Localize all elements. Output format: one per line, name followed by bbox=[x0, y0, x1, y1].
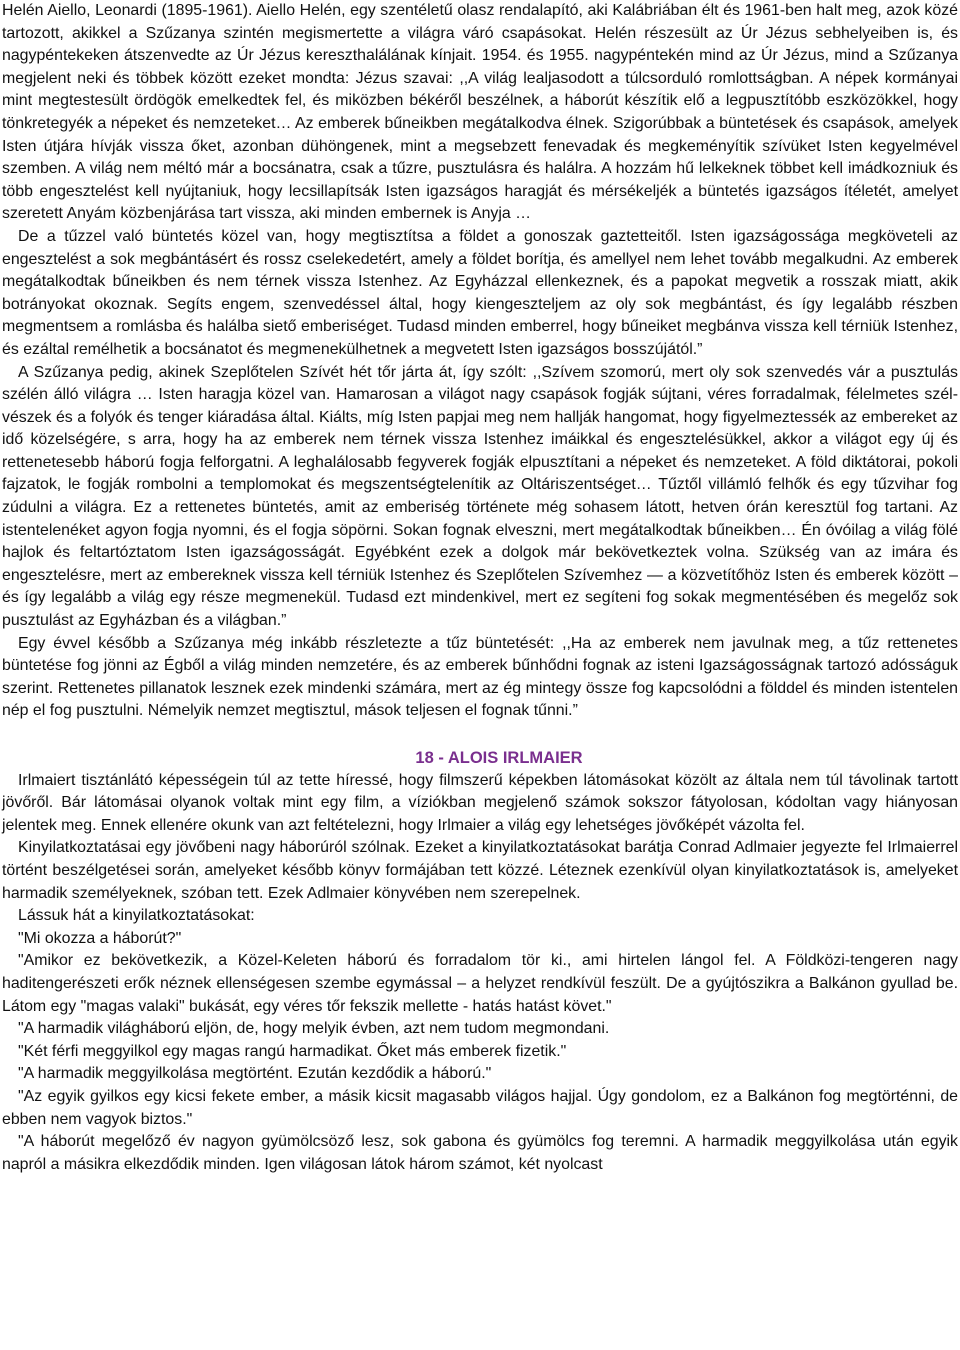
paragraph: "Két férfi meggyilkol egy magas rangú harmadikat. Őket más emberek fizetik." bbox=[18, 1042, 567, 1060]
paragraph: Helén Aiello, Leonardi (1895-1961). Aiello Helén, egy szentéletű olasz rendalapító, aki Kalábriában élt és 1961-ben halt meg, azok közé tartozott, akikkel a Szűzanya szintén megismertette a világra váró csapásokat. Helén részesült az Úr Jézus sebhelyeiben is, és nagypéntekeken átszenvedte az Úr Jézus kereszthalálának kínjait. 1954. és 1955. nagypéntekén mind az Úr Jézus, mind a Szűzanya megjelent neki és többek között ezeket mondta: Jézus szavai: ,,A világ lealjasodott a túlcsorduló romlottságban. A népek kormányai mint megtestesült ördögök emelkedtek fel, és miközben békéről beszélnek, a háborút készítik elő a legpusztítóbb eszközökkel, hogy tönkretegyék a népeket és nemzeteket… Az emberek bűneikben megátalkodva élnek. Szigorúbbak a büntetések és csapások, amelyek Isten útjára hívják vissza őket, azonban dühöngenek, mint a megsebzett fenevadak és megkeményítik szívüket Isten kegyelmével szemben. A világ nem méltó már a bocsánatra, csak a tűzre, pusztulásra és halálra. A hozzám hű lelkeknek többet kell imádkozniuk és több engesztelést kell nyújtaniuk, hogy lecsillapítsák Isten igazságos haragját és mérsékeljék a büntetés igazságos ítéletét, amelyet szeretett Anyám közbenjárása tart vissza, aki minden embernek is Anyja … bbox=[2, 2, 958, 223]
paragraph: "A harmadik világháború eljön, de, hogy melyik évben, azt nem tudom megmondani. bbox=[18, 1020, 610, 1038]
paragraph: De a tűzzel való büntetés közel van, hogy megtisztítsa a földet a gonoszak gaztetteitől. Isten igazságossága megköveteli az engesztelést a sok megbántásért és rossz cselekedetért, amely a földet borítja, és amellyel nem lehet tovább megalkudni. Az emberek megátalkodtak bűneikben és nem térnek vissza Istenhez. Az Egyházzal ellenkeznek, és a papokat megvetik a rosszak miatt, akik botrányokat okoznak. Segíts engem, szenvedéssel által, hogy kiengeszteljem az oly sok megbántást, és így legalább részben megmentsem a romlásba és halálba siető emberiséget. Tudasd minden emberrel, hogy bűneiket megbánva vissza kell térniük Istenhez, és ezáltal remélhetik a bocsánatot és megmenekülhetnek a megvetett Isten igazságos bosszújától.” bbox=[2, 227, 958, 358]
paragraph: "A harmadik meggyilkolása megtörtént. Ezután kezdődik a háború." bbox=[18, 1065, 492, 1083]
paragraph: "Az egyik gyilkos egy kicsi fekete ember, a másik kicsit magasabb világos hajjal. Úgy gondolom, ez a Balkánon fog megtörténni, de ebben nem vagyok biztos." bbox=[2, 1087, 958, 1128]
section-alois-irlmaier bbox=[2, 770, 958, 1177]
paragraph: Kinyilatkoztatásai egy jövőbeni nagy háborúról szólnak. Ezeket a kinyilatkoztatásokat barátja Conrad Adlmaier jegyezte fel Irlmaierrel történt beszélgetései során, amelyeket később könyv formájában tett közzé. Léteznek ezenkívül olyan kinyilatkoztatások is, amelyeket harmadik személyeknek, szóban tett. Ezek Adlmaier könyvében nem szerepelnek. bbox=[2, 839, 958, 902]
section-title: 18 - ALOIS IRLMAIER bbox=[415, 749, 583, 767]
paragraph: "A háborút megelőző év nagyon gyümölcsöző lesz, sok gabona és gyümölcs fog teremni. A harmadik meggyilkolása után egyik napról a másikra elkezdődik minden. Igen világosan látok három számot, két nyolcast bbox=[2, 1133, 958, 1173]
section-helen-aiello bbox=[2, 0, 958, 723]
paragraph: Irlmaiert tisztánlátó képességein túl az tette híressé, hogy filmszerű képekben látomásokat közölt az általa nem túl távolinak tartott jövőről. Bár látomásai olyanok voltak mint egy film, a víziókban megjelenő számok sokszor fátyolosan, kódoltan vagy hiányosan jelentek meg. Ennek ellenére okunk van azt feltételezni, hogy Irlmaier a világ egy lehetséges jövőképét vázolta fel. bbox=[2, 771, 958, 834]
paragraph: Egy évvel később a Szűzanya még inkább részletezte a tűz büntetését: ,,Ha az emberek nem javulnak meg, a tűz rettenetes büntetése fog jönni az Égből a világ minden nemzetére, és az emberek bűnhődni fognak az isteni Igazságosságnak tartozó adósságuk szerint. Rettenetes pillanatok lesznek ezek mindenki számára, mert az ég mintegy össze fog kapcsolódni a földdel és minden istentelen nép el fog pusztulni. Némelyik nemzet megtisztul, mások teljesen el fognak tűnni.” bbox=[2, 634, 958, 720]
paragraph: "Amikor ez bekövetkezik, a Közel-Keleten háború és forradalom tör ki., ami hirtelen lángol fel. A Földközi-tengeren nagy haditengerészeti erők néznek ellenségesen szembe egymással – a helyzet rendkívül feszült. De a gyújtószikra a Balkánon gyullad be. Látom egy "magas valaki" bukását, egy véres tőr fekszik mellette - hatás hatást követ." bbox=[2, 952, 958, 1015]
paragraph: A Szűzanya pedig, akinek Szeplőtelen Szívét hét tőr járta át, így szólt: ,,Szívem szomorú, mert oly sok szenvedés vár a pusztulás szélén álló világra … Isten haragja közel van. Hamarosan a világot nagy csapások fogják sújtani, véres forradalmak, félelmetes szél-vészek és a folyók és tenger kiáradása által. Kiálts, míg Isten papjai meg nem hallják hangomat, hogy figyelmeztessék az embereket az idő közelségére, s arra, hogy ha az emberek nem térnek vissza Istenhez imáikkal és engesztelésükkel, akkor a világot egy új és rettenetesebb háború fogja felforgatni. A leghalálosabb fegyverek fogják elpusztítani a népeket és nemzeteket. A föld diktátorai, pokoli fajzatok, le fogják rombolni a templomokat és megszentségtelenítik az Oltáriszentséget… Tűztől villámló felhők és egy tűzvihar fog zúdulni a világra. Ez a rettenetes büntetés, amit az emberiség története még sohasem látott, hetven órán keresztül fog tartani. Az istentelenéket agyon fogja nyomni, és el fogja söpörni. Sokan fognak elveszni, mert megátalkodtak bűneikben… Én óvóilag a világ fölé hajlok és feltartóztatom Isten igazságosságát. Egyébként ezek a dolgok már bekövetkeztek volna. Szükség van az imára és engesztelésre, mert az embereknek vissza kell térniük Istenhez és Szeplőtelen Szívemhez — a közvetítőhöz Isten és emberek között – és így legalább a világ egy része megmenekül. Tudasd ezt mindenkivel, mert ez segíteni fog sokak megmentésében és megelőz sok pusztulást az Egyházban és a világban.” bbox=[2, 363, 958, 630]
paragraph: Lássuk hát a kinyilatkoztatásokat: bbox=[18, 907, 255, 925]
paragraph: "Mi okozza a háborút?" bbox=[18, 929, 182, 947]
section-spacer bbox=[2, 723, 958, 747]
